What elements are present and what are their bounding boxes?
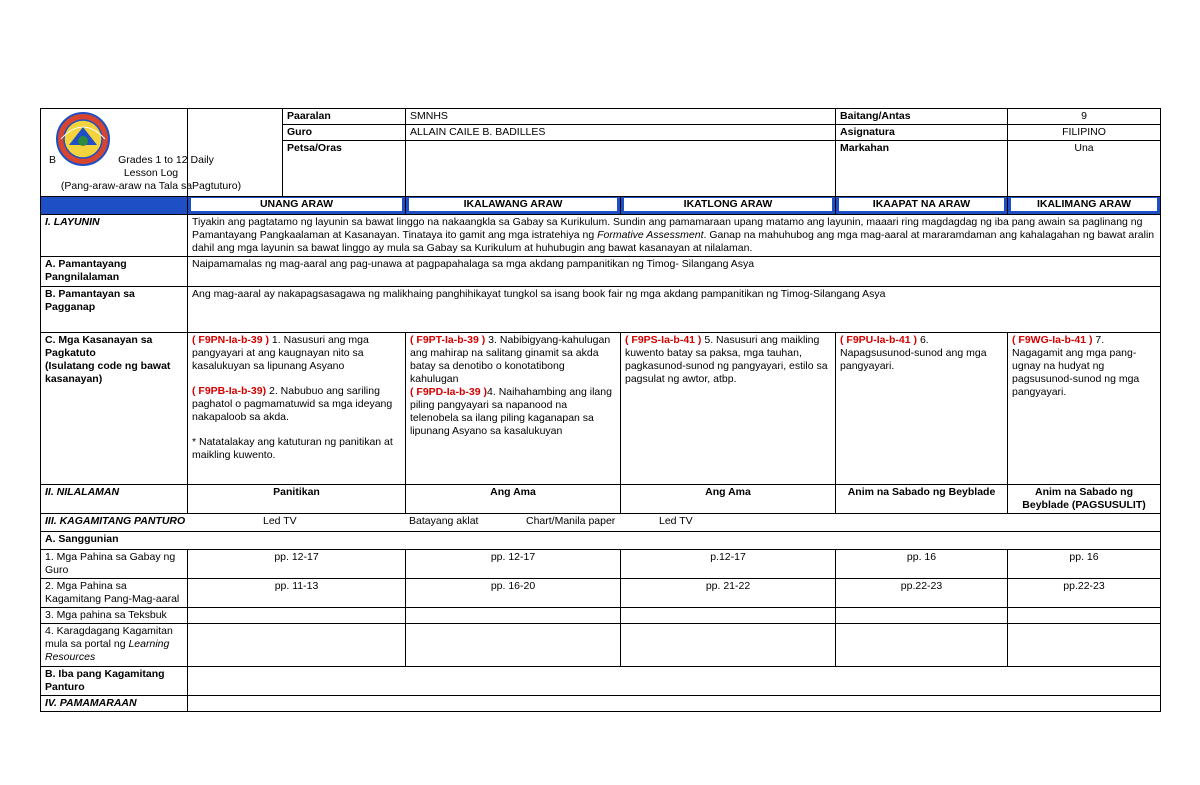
guro-value: ALLAIN CAILE B. BADILLES [406,125,836,141]
nilalaman-label: II. NILALAMAN [41,485,188,514]
kagamitan-mag-aaral-day-5: pp.22-23 [1008,579,1161,608]
kagamitan-row [41,514,1161,532]
nilalaman-day-2: Ang Ama [406,485,621,514]
logo-cell [41,109,242,197]
lesson-log-sheet [40,108,1161,712]
kasanayan-label: C. Mga Kasanayan sa Pagkatuto (Isulatang code ng bawat kasanayan) [41,333,188,485]
nilalaman-day-3: Ang Ama [621,485,836,514]
b-label: B [49,154,57,166]
gabay-day-2: pp. 12-17 [406,550,621,579]
gabay-day-4: pp. 16 [836,550,1008,579]
kasanayan-day-1: ( F9PN-Ia-b-39 ) 1. Nasusuri ang mga pangyayari at ang kaugnayan nito sa kasalukuyan sa lipunang Asyano ( F9PB-Ia-b-39) 2. Nabubuo ang sariling paghatol o pagmamatuwid sa mga ideyang nakapaloob sa akda. * Natatalakay ang katuturan ng panitikan at maikling kuwento. [188,333,406,485]
pamamaraan-label: IV. PAMAMARAAN [41,696,188,712]
lr-portal-label: 4. Karagdagang Kagamitan mula sa portal ng Learning Resources [41,624,188,667]
asignatura-label: Asignatura [836,125,1008,141]
markahan-value: Una [1008,141,1161,197]
kasanayan-day-4: ( F9PU-Ia-b-41 ) 6. Napagsusunod-sunod ang mga pangyayari. [836,333,1008,485]
baitang-value: 9 [1008,109,1161,125]
gabay-day-3: p.12-17 [621,550,836,579]
day-header-2: IKALAWANG ARAW [406,197,621,215]
nilalaman-day-1: Panitikan [188,485,406,514]
kagamitan-item-2: Batayang aklat [409,515,479,527]
pamantayan-sa-pagganap-label: B. Pamantayan sa Pagganap [41,287,188,333]
day-header-4: IKAAPAT NA ARAW [836,197,1008,215]
gabay-day-5: pp. 16 [1008,550,1161,579]
day-header-3: IKATLONG ARAW [621,197,836,215]
markahan-label: Markahan [836,141,1008,197]
petsa-value [406,141,836,197]
day-header-1: UNANG ARAW [188,197,406,215]
pamantayang-pangnilalaman-label: A. Pamantayang Pangnilalaman [41,257,188,287]
doc-title-line3: (Pang-araw-araw na Tala saPagtuturo) [60,180,242,192]
doc-title-line1: Grades 1 to 12 Daily [118,154,214,166]
kasanayan-day-5: ( F9WG-Ia-b-41 ) 7. Nagagamit ang mga pang-ugnay na hudyat ng pagsusunod-sunod ng mga pangyayari. [1008,333,1161,485]
pamantayan-sa-pagganap-text: Ang mag-aaral ay nakapagsasagawa ng malikhaing panghihikayat tungkol sa isang book fair ng mga akdang pampanitikan ng Timog-Silangang Asya [188,287,1161,333]
kagamitan-item-1: Led TV [263,515,297,527]
pamantayang-pangnilalaman-text: Naipamamalas ng mag-aaral ang pag-unawa at pagpapahalaga sa mga akdang pampanitikan ng Timog- Silangang Asya [188,257,1161,287]
kagamitan-mag-aaral-day-1: pp. 11-13 [188,579,406,608]
kagamitan-item-4: Led TV [659,515,693,527]
sanggunian-label: A. Sanggunian [41,532,1161,550]
teksbuk-label: 3. Mga pahina sa Teksbuk [41,608,188,624]
kagamitan-mag-aaral-label: 2. Mga Pahina sa Kagamitang Pang-Mag-aaral [41,579,188,608]
kagamitan-mag-aaral-day-2: pp. 16-20 [406,579,621,608]
iba-pang-kagamitan-label: B. Iba pang Kagamitang Panturo [41,667,188,696]
kagamitan-mag-aaral-day-4: pp.22-23 [836,579,1008,608]
asignatura-value: FILIPINO [1008,125,1161,141]
layunin-text: Tiyakin ang pagtatamo ng layunin sa bawat linggo na nakaangkla sa Gabay sa Kurikulum. Sundin ang pamamaraan upang matamo ang layunin, maaari ring magdagdag ng iba pang awain sa paglinang ng Pamantayang Pangkaalaman at Kasanayan. Tinataya ito gamit ang mga istratehiya ng Formative Assessment. Ganap na mahuhubog ang mga mag-aaral at mararamdaman ang kahalagahan ng bawat aralin dahil ang mga layunin sa bawat linggo ay mula sa Gabay sa Kurikulum at huhubugin ang bawat kasanayan at nilalaman. [188,215,1161,257]
baitang-label: Baitang/Antas [836,109,1008,125]
lesson-log-table [40,108,1161,712]
nilalaman-day-4: Anim na Sabado ng Beyblade [836,485,1008,514]
gabay-day-1: pp. 12-17 [188,550,406,579]
guro-label: Guro [283,125,406,141]
paaralan-label: Paaralan [283,109,406,125]
paaralan-value: SMNHS [406,109,836,125]
petsa-label: Petsa/Oras [283,141,406,197]
kagamitan-mag-aaral-day-3: pp. 21-22 [621,579,836,608]
gabay-label: 1. Mga Pahina sa Gabay ng Guro [41,550,188,579]
layunin-label: I. LAYUNIN [41,215,188,257]
day-header-5: IKALIMANG ARAW [1008,197,1161,215]
kagamitan-item-3: Chart/Manila paper [526,515,616,527]
nilalaman-day-5: Anim na Sabado ng Beyblade (PAGSUSULIT) [1008,485,1161,514]
kasanayan-day-2: ( F9PT-Ia-b-39 ) 3. Nabibigyang-kahulugan ang mahirap na salitang ginamit sa akda batay sa denotibo o konotatibong kahulugan ( F9PD-Ia-b-39 )4. Naihahambing ang ilang piling pangyayari sa napanood na telenobela sa ilang piling kaganapan sa lipunang Asyano sa kasalukuyan [406,333,621,485]
kagamitan-label: III. KAGAMITANG PANTURO [45,515,186,527]
doc-title-line2: Lesson Log [123,167,179,179]
kasanayan-day-3: ( F9PS-Ia-b-41 ) 5. Nasusuri ang maikling kuwento batay sa paksa, mga tauhan, pagkasunod-sunod ng pangyayari, estilo sa pagsulat ng awtor, atbp. [621,333,836,485]
